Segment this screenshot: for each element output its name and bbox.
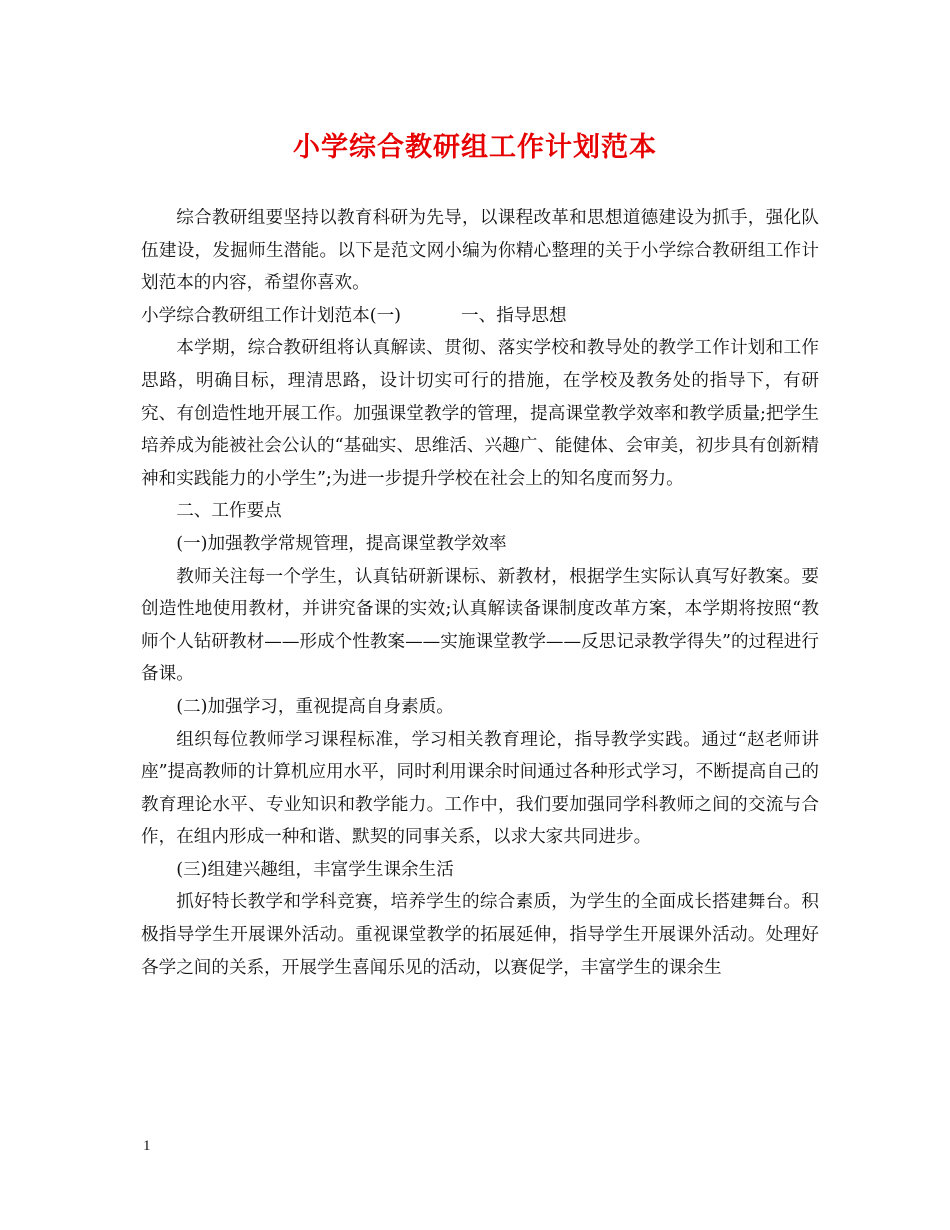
work-points-heading: 二、工作要点 <box>176 501 282 522</box>
section-heading: 小学综合教研组工作计划范本(一) <box>141 305 402 326</box>
point-one-heading: (一)加强教学常规管理，提高课堂教学效率 <box>176 533 507 554</box>
point-two-paragraph: 组织每位教师学习课程标准，学习相关教育理论，指导教学实践。通过“赵老师讲座”提高教师的计算机应用水平，同时利用课余时间通过各种形式学习，不断提高自己的教育理论水平、专业知识和教学能力。工作中，我们要加强同学科教师之间的交流与合作，在组内形成一种和谐、默契的同事关系，以求大家共同进步。 <box>141 729 819 848</box>
guiding-thought-paragraph: 本学期，综合教研组将认真解读、贯彻、落实学校和教导处的教学工作计划和工作思路，明确目标，理清思路，设计切实可行的措施，在学校及教务处的指导下，有研究、有创造性地开展工作。加强课堂教学的管理，提高课堂教学效率和教学质量;把学生培养成为能被社会公认的“基础实、思维活、兴趣广、能健体、会审美，初步具有创新精神和实践能力的小学生”;为进一步提升学校在社会上的知名度而努力。 <box>141 338 819 489</box>
section-heading-line <box>141 300 819 333</box>
page-number: 1 <box>143 1138 151 1154</box>
document-body <box>141 202 819 984</box>
point-two-heading: (二)加强学习，重视提高自身素质。 <box>176 696 454 717</box>
section-subheading: 一、指导思想 <box>461 305 567 326</box>
point-one-paragraph: 教师关注每一个学生，认真钻研新课标、新教材，根据学生实际认真写好教案。要创造性地使用教材，并讲究备课的实效;认真解读备课制度改革方案，本学期将按照“教师个人钻研教材——形成个性教案——实施课堂教学——反思记录教学得失”的过程进行备课。 <box>141 566 819 685</box>
intro-paragraph: 综合教研组要坚持以教育科研为先导，以课程改革和思想道德建设为抓手，强化队伍建设，发掘师生潜能。以下是范文网小编为你精心整理的关于小学综合教研组工作计划范本的内容，希望你喜欢。 <box>141 208 819 294</box>
point-three-heading: (三)组建兴趣组，丰富学生课余生活 <box>176 859 454 880</box>
document-title: 小学综合教研组工作计划范本 <box>293 132 657 163</box>
point-three-paragraph: 抓好特长教学和学科竞赛，培养学生的综合素质，为学生的全面成长搭建舞台。积极指导学生开展课外活动。重视课堂教学的拓展延伸，指导学生开展课外活动。处理好各学之间的关系，开展学生喜闻乐见的活动，以赛促学，丰富学生的课余生 <box>141 892 819 978</box>
